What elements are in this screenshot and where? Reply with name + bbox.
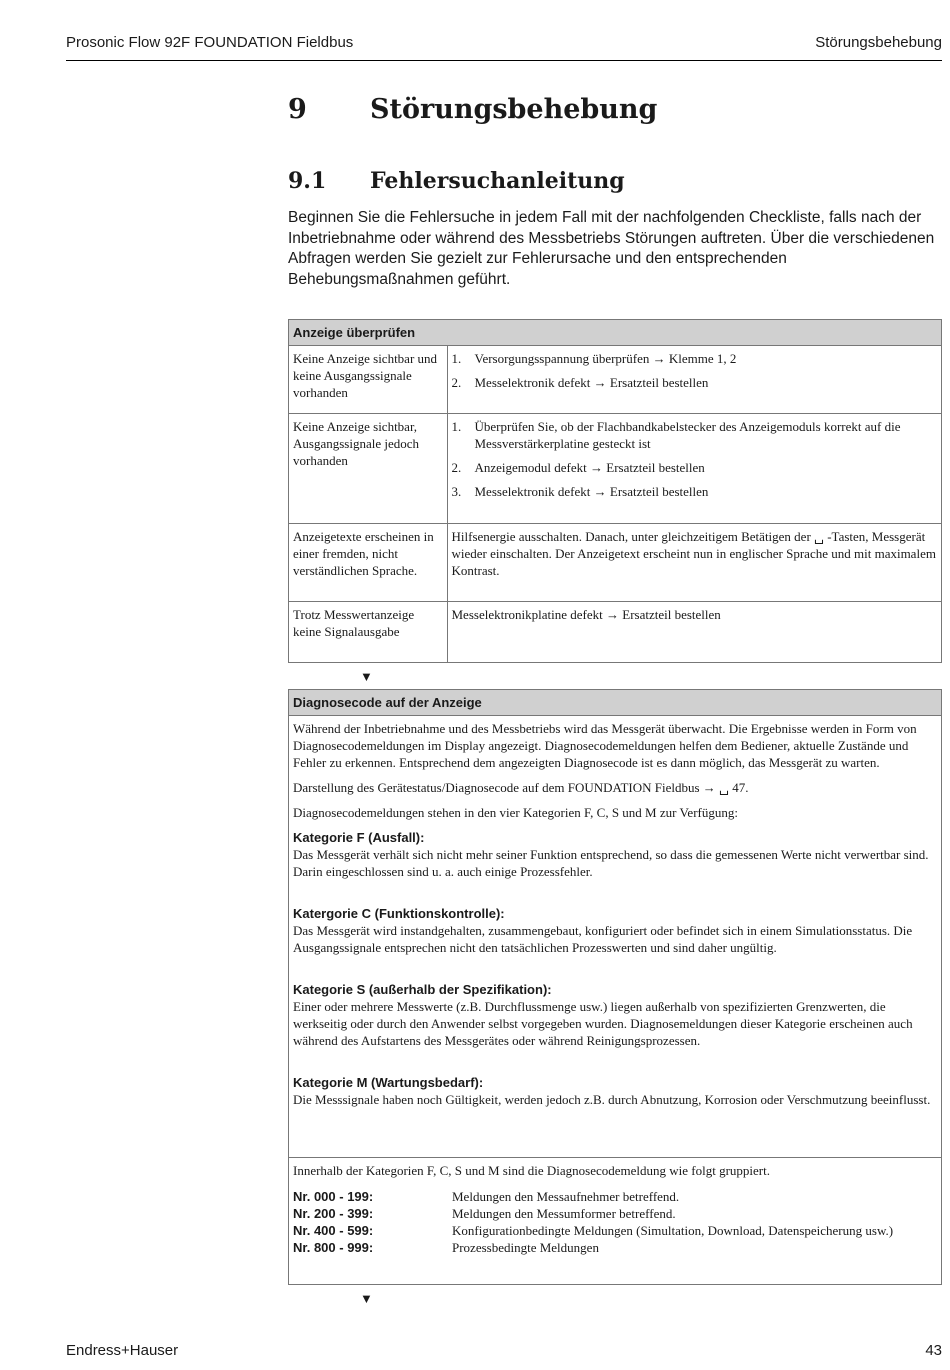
flow-arrow-down-icon: ▼ [360, 1291, 373, 1306]
ranges-intro: Innerhalb der Kategorien F, C, S und M sind die Diagnosecodemeldung wie folgt gruppiert. [293, 1163, 770, 1178]
symptom-cell: Keine Anzeige sichtbar, Ausgangssignale jedoch vorhanden [289, 413, 447, 523]
step-number: 3. [451, 483, 462, 499]
diagnose-table [288, 689, 942, 1285]
header-document-title: Prosonic Flow 92F FOUNDATION Fieldbus [66, 34, 354, 51]
remedy-cell: Hilfsenergie ausschalten. Danach, unter gleichzeitigem Betätigen der ␣ -Tasten, Messgerät wieder einschalten. Der Anzeigetext erscheint nun in englischer Sprache und mit maximalem Kontrast. [447, 523, 941, 601]
diagnose-header: Diagnosecode auf der Anzeige [289, 690, 941, 716]
diagnose-ranges [289, 1157, 941, 1260]
display-check-header: Anzeige überprüfen [289, 320, 941, 346]
step-text: Messelektronik defekt → Ersatzteil bestellen [474, 375, 709, 390]
section-heading [288, 168, 625, 194]
step-text: Versorgungsspannung überprüfen → Klemme 1, 2 [474, 351, 737, 366]
display-check-rows [289, 346, 941, 663]
step-number: 2. [451, 459, 462, 475]
range-text: Meldungen den Messaufnehmer betreffend. [452, 1189, 680, 1204]
step-text: Überprüfen Sie, ob der Flachbandkabelstecker des Anzeigemoduls korrekt auf die Messverstärkerplatine gesteckt ist [474, 418, 901, 451]
remedy-cell [447, 413, 941, 523]
category-title: Katergorie C (Funktionskontrolle): [293, 906, 505, 921]
category-text: Einer oder mehrere Messwerte (z.B. Durchflussmenge usw.) liegen außerhalb von spezifizierten Grenzwerten, die werkseitig oder durch den Anwender selbst vorgegeben wurden. Diagnosemeldungen dieser Kategorie erscheinen auch während des Aufstartens des Messgerätes oder während Reinigungsprozessen. [293, 999, 913, 1048]
section-title: Fehlersuchanleitung [370, 168, 625, 194]
range-row [293, 1239, 937, 1256]
range-text: Konfigurationbedingte Meldungen (Simultation, Download, Datenspeicherung usw.) [452, 1223, 894, 1238]
remedy-cell: Messelektronikplatine defekt → Ersatzteil bestellen [447, 601, 941, 663]
range-row [293, 1188, 937, 1205]
step-item [452, 374, 938, 391]
diagnose-body [289, 716, 941, 1157]
range-row [293, 1205, 937, 1222]
category-title: Kategorie M (Wartungsbedarf): [293, 1075, 484, 1090]
category-text: Die Messsignale haben noch Gültigkeit, werden jedoch z.B. durch Abnutzung, Korrosion oder Verschmutzung beeinflusst. [293, 1092, 931, 1107]
flow-arrow-down-icon: ▼ [360, 669, 373, 684]
page-footer [66, 1342, 942, 1359]
step-item [452, 418, 938, 452]
footer-company: Endress+Hauser [66, 1342, 179, 1359]
category-block [293, 905, 937, 956]
category-text: Das Messgerät wird instandgehalten, zusammengebaut, konfiguriert oder befindet sich in einem Simulationsstatus. Die Ausgangssignale entsprechen nicht den tatsächlichen Prozesswerten und sind daher ungültig. [293, 923, 913, 955]
step-list [452, 350, 938, 391]
step-list [452, 418, 938, 500]
step-item [452, 350, 938, 367]
step-item [452, 459, 938, 476]
step-number: 2. [451, 375, 462, 390]
range-key: Nr. 200 - 399: [293, 1206, 374, 1221]
running-header [66, 32, 942, 61]
chapter-number: 9 [288, 94, 307, 125]
category-text: Das Messgerät verhält sich nicht mehr seiner Funktion entsprechend, so dass die gemessenen Werte nicht verwertbar sind. Darin eingeschlossen sind u. a. auch einige Prozessfehler. [293, 847, 929, 879]
display-check-table [288, 319, 942, 663]
remedy-cell [447, 346, 941, 413]
section-number: 9.1 [288, 168, 327, 194]
range-text: Prozessbedingte Meldungen [452, 1240, 599, 1255]
table-row [289, 346, 941, 413]
diagnose-reference: Darstellung des Gerätestatus/Diagnosecode auf dem FOUNDATION Fieldbus → ␣ 47. [293, 780, 749, 795]
table-row [289, 523, 941, 601]
chapter-title: Störungsbehebung [370, 94, 658, 125]
range-key: Nr. 800 - 999: [293, 1240, 374, 1255]
step-number: 1. [451, 418, 462, 434]
diagnose-paragraph: Während der Inbetriebnahme und des Messbetriebs wird das Messgerät überwacht. Die Ergebnisse werden in Form von Diagnosecodemeldungen im Display angezeigt. Diagnosecodemeldungen helfen dem Bediener, aktuelle Zustände und Fehler zu erkennen. Entsprechend dem angezeigten Diagnosecode ist es dann möglich, das Messgerät zu warten. [293, 721, 917, 770]
symptom-cell: Keine Anzeige sichtbar und keine Ausgangssignale vorhanden [289, 346, 447, 413]
chapter-heading [288, 94, 657, 125]
range-key: Nr. 000 - 199: [293, 1189, 374, 1204]
range-row [293, 1222, 937, 1239]
symptom-cell: Trotz Messwertanzeige keine Signalausgabe [289, 601, 447, 663]
range-text: Meldungen den Messumformer betreffend. [452, 1206, 676, 1221]
category-block [293, 829, 937, 880]
category-title: Kategorie S (außerhalb der Spezifikation): [293, 982, 552, 997]
category-block [293, 1074, 937, 1108]
page-number: 43 [925, 1342, 942, 1359]
step-number: 1. [451, 351, 462, 366]
table-row [289, 601, 941, 663]
step-item [452, 483, 938, 500]
symptom-cell: Anzeigetexte erscheinen in einer fremden, nicht verständlichen Sprache. [289, 523, 447, 601]
header-chapter-title: Störungsbehebung [815, 34, 942, 51]
range-key: Nr. 400 - 599: [293, 1223, 374, 1238]
table-row [289, 413, 941, 523]
intro-paragraph: Beginnen Sie die Fehlersuche in jedem Fall mit der nachfolgenden Checkliste, falls nach der Inbetriebnahme oder während des Messbetriebs Störungen auftreten. Über die verschiedenen Abfragen werden Sie gezielt zur Fehlerursache und den entsprechenden Behebungsmaßnahmen geführt. [288, 209, 935, 288]
step-text: Anzeigemodul defekt → Ersatzteil bestellen [474, 459, 705, 475]
step-text: Messelektronik defekt → Ersatzteil bestellen [474, 483, 709, 499]
diagnose-categories-intro: Diagnosecodemeldungen stehen in den vier Kategorien F, C, S und M zur Verfügung: [293, 805, 738, 820]
category-block [293, 981, 937, 1049]
category-title: Kategorie F (Ausfall): [293, 830, 425, 845]
